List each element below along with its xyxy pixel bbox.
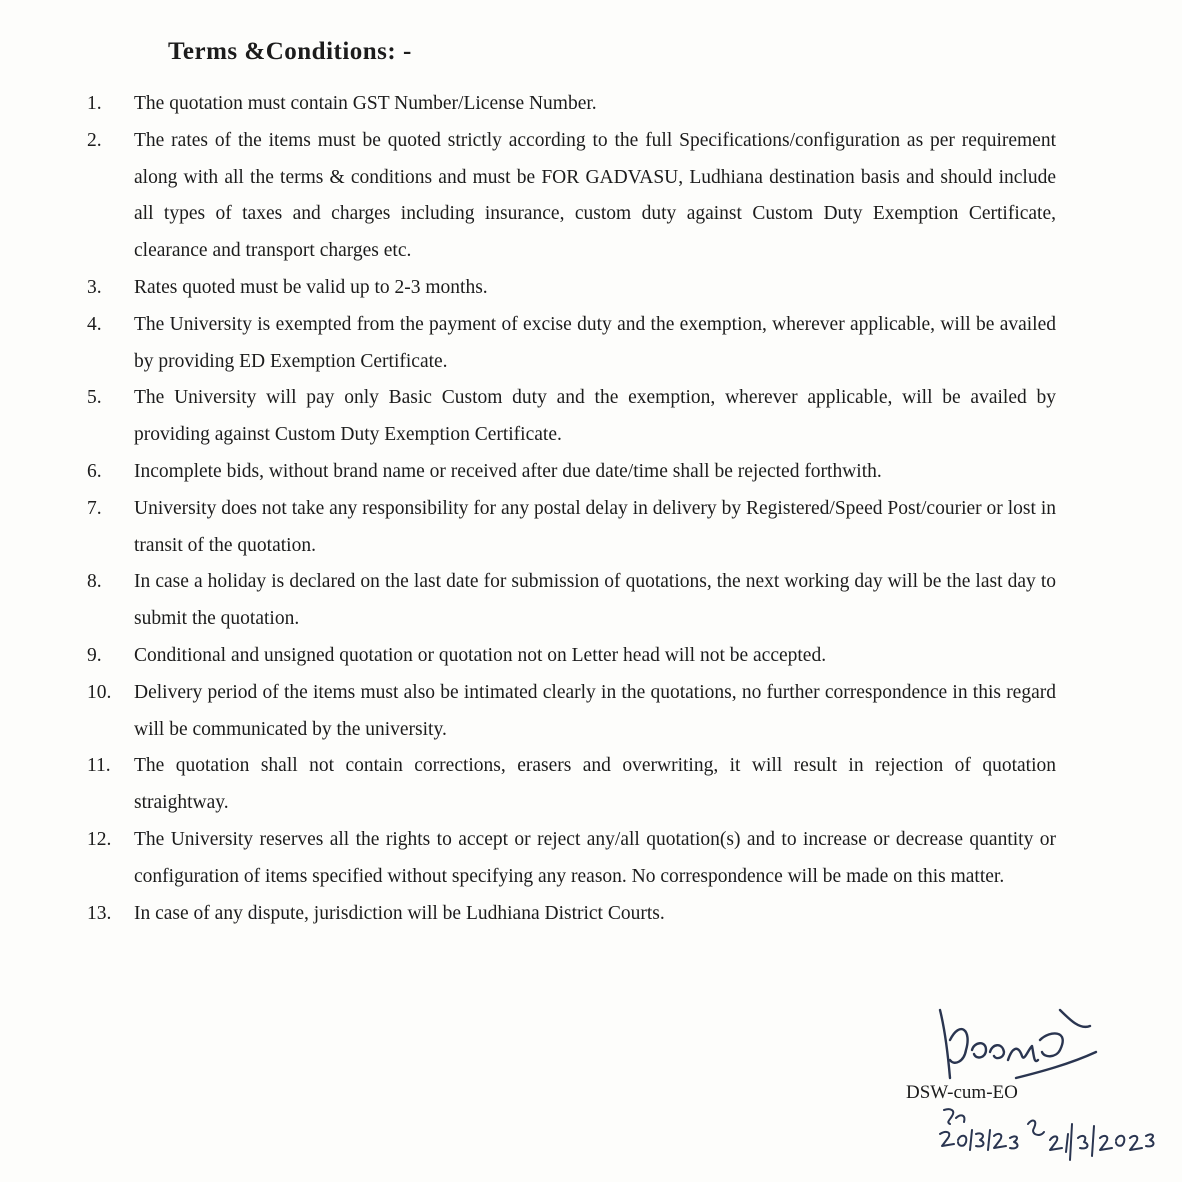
document-heading: Terms &Conditions: - [168, 38, 412, 65]
term-text: The University reserves all the rights to accept or reject any/all quotation(s) and to increase or decrease quantity or configuration of items specified without specifying any reason. No correspondence will be made on this matter. [134, 828, 1056, 887]
term-item [84, 896, 1056, 933]
term-item [84, 307, 1056, 381]
term-text: Rates quoted must be valid up to 2-3 months. [134, 276, 488, 298]
term-text: The University is exempted from the payment of excise duty and the exemption, wherever applicable, will be availed by providing ED Exemption Certificate. [134, 313, 1056, 372]
term-text: Incomplete bids, without brand name or received after due date/time shall be rejected forthwith. [134, 460, 882, 482]
term-number: 5. [87, 387, 102, 409]
signature-scribble [920, 1000, 1110, 1090]
term-number: 8. [87, 571, 102, 593]
term-item [84, 270, 1056, 307]
term-text: In case a holiday is declared on the last date for submission of quotations, the next working day will be the last day to submit the quotation. [134, 571, 1056, 630]
term-item [84, 748, 1056, 822]
term-item [84, 491, 1056, 565]
term-item [84, 822, 1056, 896]
handwritten-dates [920, 1104, 1170, 1164]
term-number: 1. [87, 93, 102, 114]
term-text: The quotation must contain GST Number/License Number. [134, 93, 597, 114]
term-number: 6. [87, 460, 102, 482]
term-item [84, 123, 1056, 270]
term-number: 9. [87, 644, 102, 666]
term-item [84, 380, 1056, 454]
term-number: 11. [87, 755, 111, 777]
term-text: The University will pay only Basic Custom duty and the exemption, wherever applicable, will be availed by providing against Custom Duty Exemption Certificate. [134, 387, 1056, 446]
term-item [84, 638, 1056, 675]
term-item [84, 86, 1056, 123]
term-number: 7. [87, 497, 102, 519]
term-number: 2. [87, 129, 102, 151]
term-number: 10. [87, 681, 112, 703]
term-number: 12. [87, 828, 112, 850]
term-text: Delivery period of the items must also be intimated clearly in the quotations, no further correspondence in this regard will be communicated by the university. [134, 681, 1056, 740]
term-text: In case of any dispute, jurisdiction will be Ludhiana District Courts. [134, 902, 665, 924]
term-item [84, 454, 1056, 491]
term-number: 13. [87, 902, 112, 924]
term-number: 3. [87, 276, 102, 298]
term-text: University does not take any responsibility for any postal delay in delivery by Registered/Speed Post/courier or lost in transit of the quotation. [134, 497, 1056, 556]
term-text: The rates of the items must be quoted strictly according to the full Specifications/configuration as per requirement along with all the terms & conditions and must be FOR GADVASU, Ludhiana destination basis and should include all types of taxes and charges including insurance, custom duty against Custom Duty Exemption Certificate, clearance and transport charges etc. [134, 129, 1056, 262]
term-item [84, 675, 1056, 749]
terms-list [84, 86, 1056, 932]
term-number: 4. [87, 313, 102, 335]
term-text: The quotation shall not contain corrections, erasers and overwriting, it will result in rejection of quotation straightway. [134, 755, 1056, 814]
term-item [84, 564, 1056, 638]
term-text: Conditional and unsigned quotation or quotation not on Letter head will not be accepted. [134, 644, 827, 666]
signature-title: DSW-cum-EO [906, 1082, 1018, 1103]
signature-block [900, 1000, 1170, 1170]
